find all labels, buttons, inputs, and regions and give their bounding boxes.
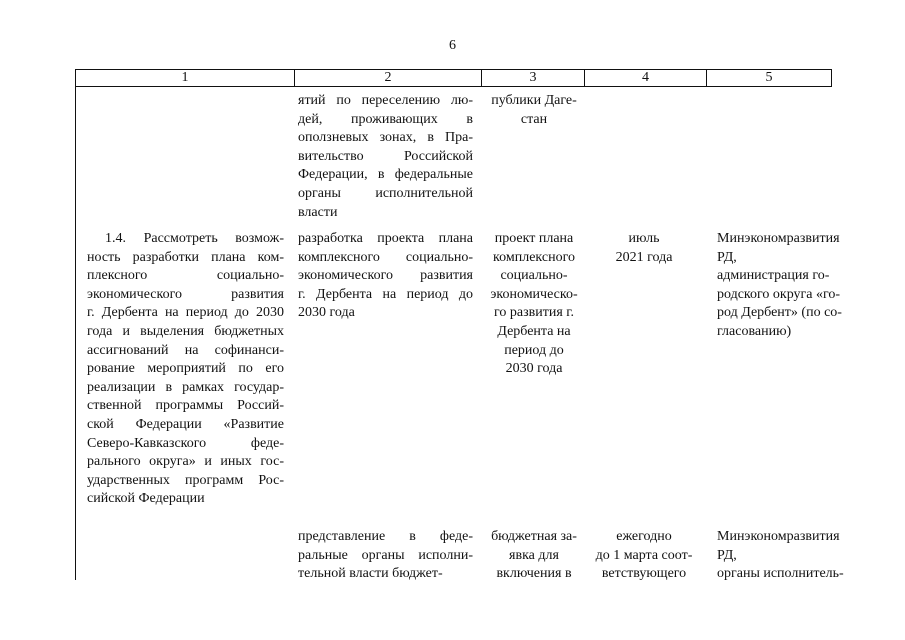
header-col-1: 1 [75, 70, 294, 86]
text-line: ральные органы исполни- [298, 547, 473, 563]
text-line: ятий по переселению лю- [298, 93, 473, 108]
text-line: стан [520, 111, 548, 127]
header-col-5: 5 [706, 70, 832, 86]
header-col-4: 4 [584, 70, 706, 86]
row-cont-col2 [298, 92, 473, 222]
row-next-col4 [588, 528, 700, 584]
text-line: рование мероприятий по его [87, 361, 284, 377]
text-line: проект плана [494, 231, 574, 246]
text-line: явка для [509, 547, 559, 563]
text-line: ность разработки плана ком- [87, 249, 284, 265]
text-line: гласованию) [717, 323, 792, 339]
text-line: года и выделения бюджетных [87, 323, 284, 339]
text-line: 2030 года [505, 361, 563, 377]
text-line: экономическо- [490, 286, 578, 302]
text-line: реализации в рамках государ- [87, 379, 284, 395]
header-col-3: 3 [481, 70, 584, 86]
text-line: комплексного [493, 249, 575, 265]
page-number: 6 [449, 38, 456, 53]
text-line: ударственных программ Рос- [87, 472, 284, 488]
text-line: ственной программы Россий- [87, 398, 284, 414]
text-line: комплексного социально- [298, 249, 473, 265]
text-line: го развития г. [494, 305, 574, 321]
row-1-4-col3 [486, 230, 582, 379]
text-line: оползневых зонах, в Пра- [298, 130, 473, 146]
text-line: Северо-Кавказского феде- [87, 435, 284, 451]
text-line: до 1 марта соот- [595, 547, 693, 563]
row-next-col2 [298, 528, 473, 584]
text-line: июль [628, 231, 660, 246]
row-cont-col3 [486, 92, 582, 129]
text-line: ежегодно [616, 529, 672, 544]
text-line: экономического развития [87, 286, 284, 302]
text-line: сийской Федерации [87, 491, 205, 507]
text-line: представление в феде- [298, 529, 473, 544]
text-line: г. Дербента на период до 2030 [87, 305, 284, 321]
text-line: социально- [500, 268, 568, 284]
text-line: экономического развития [298, 268, 473, 284]
text-line: органы исполнительной [298, 185, 473, 201]
text-line: плексного социально- [87, 268, 284, 284]
text-line: ской Федерации «Развитие [87, 416, 284, 432]
text-line: период до [504, 342, 564, 358]
text-line: ассигнований на софинанси- [87, 342, 284, 358]
row-1-4-col1 [87, 230, 284, 509]
text-line: родского округа «го- [717, 286, 841, 302]
text-line: 2030 года [298, 305, 355, 321]
text-line: включения в [496, 566, 572, 582]
text-line: разработка проекта плана [298, 231, 473, 246]
text-line: г. Дербента на период до [298, 286, 473, 302]
text-line: ветствующего [601, 566, 687, 582]
text-line: бюджетная за- [491, 529, 577, 544]
text-line: власти [298, 204, 338, 220]
text-line: Минэкономразвития [717, 231, 840, 246]
row-1-4-col4 [588, 230, 700, 267]
text-line: РД, [717, 547, 737, 563]
table-left-border [75, 85, 76, 580]
text-line: тельной власти бюджет- [298, 566, 443, 582]
text-line: дей, проживающих в [298, 111, 473, 127]
row-next-col5 [717, 528, 857, 584]
header-col-2: 2 [294, 70, 481, 86]
row-1-4-col2 [298, 230, 473, 323]
text-line: органы исполнитель- [717, 566, 844, 582]
row-1-4-col5 [717, 230, 857, 342]
text-line: рального округа» и иных гос- [87, 454, 284, 470]
row-next-col3 [486, 528, 582, 584]
text-line: род Дербент» (по со- [717, 305, 842, 321]
text-line: вительство Российской [298, 148, 473, 164]
table-header-row [75, 69, 832, 87]
text-line: 1.4. Рассмотреть возмож- [105, 231, 284, 246]
text-line: Дербента на [497, 323, 571, 339]
text-line: публики Даге- [491, 93, 577, 108]
text-line: Федерации, в федеральные [298, 167, 473, 183]
text-line: 2021 года [615, 249, 673, 265]
text-line: Минэкономразвития [717, 529, 840, 544]
text-line: РД, [717, 249, 737, 265]
text-line: администрация го- [717, 268, 830, 284]
